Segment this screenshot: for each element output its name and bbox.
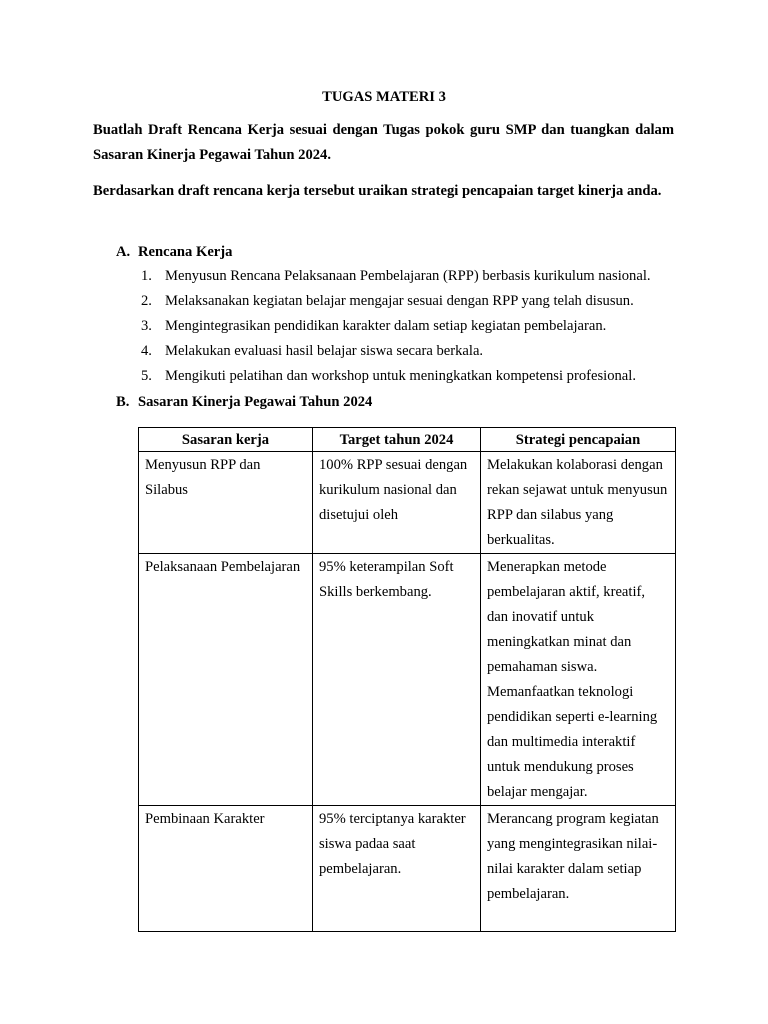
list-item — [141, 341, 651, 366]
list-item-text: Melakukan evaluasi hasil belajar siswa secara berkala. — [165, 343, 484, 359]
list-item-number: 4. — [141, 343, 152, 359]
table-row — [139, 806, 676, 932]
instruction-paragraph-2: Berdasarkan draft rencana kerja tersebut uraikan strategi pencapaian target kinerja anda. — [93, 183, 662, 199]
table-cell: 95% keterampilan Soft Skills berkembang. — [313, 554, 481, 806]
table-cell: Melakukan kolaborasi dengan rekan sejawat untuk menyusun RPP dan silabus yang berkualitas. — [481, 452, 676, 554]
list-item — [141, 316, 651, 341]
list-item — [141, 291, 651, 316]
table-cell: Menyusun RPP dan Silabus — [139, 452, 313, 554]
section-a-letter: A. — [116, 244, 131, 260]
table-cell: Pelaksanaan Pembelajaran — [139, 554, 313, 806]
list-item-number: 1. — [141, 268, 152, 284]
column-header-strategi: Strategi pencapaian — [481, 428, 676, 452]
table-cell: Pembinaan Karakter — [139, 806, 313, 932]
rencana-kerja-list — [141, 266, 651, 391]
list-item-number: 5. — [141, 368, 152, 384]
section-a-heading — [116, 242, 232, 262]
table-cell: 95% terciptanya karakter siswa padaa saat pembelajaran. — [313, 806, 481, 932]
table-header-row — [139, 428, 676, 452]
list-item-text: Mengikuti pelatihan dan workshop untuk meningkatkan kompetensi profesional. — [165, 368, 636, 384]
list-item-text: Melaksanakan kegiatan belajar mengajar sesuai dengan RPP yang telah disusun. — [165, 293, 634, 309]
table-cell: 100% RPP sesuai dengan kurikulum nasional dan disetujui oleh — [313, 452, 481, 554]
instruction-paragraph-1: Buatlah Draft Rencana Kerja sesuai dengan Tugas pokok guru SMP dan tuangkan dalam Sasaran Kinerja Pegawai Tahun 2024. — [93, 122, 674, 163]
section-b-title: Sasaran Kinerja Pegawai Tahun 2024 — [138, 394, 373, 410]
table-cell: Menerapkan metode pembelajaran aktif, kreatif, dan inovatif untuk meningkatkan minat dan pemahaman siswa. Memanfaatkan teknologi pendidikan seperti e-learning dan multimedia interaktif untuk mendukung proses belajar mengajar. — [481, 554, 676, 806]
table-row — [139, 554, 676, 806]
list-item-text: Menyusun Rencana Pelaksanaan Pembelajaran (RPP) berbasis kurikulum nasional. — [165, 268, 651, 284]
section-b-letter: B. — [116, 394, 130, 410]
document-title: TUGAS MATERI 3 — [322, 89, 446, 105]
list-item-number: 3. — [141, 318, 152, 334]
section-b-heading — [116, 392, 372, 412]
list-item — [141, 366, 651, 391]
list-item-number: 2. — [141, 293, 152, 309]
column-header-sasaran: Sasaran kerja — [139, 428, 313, 452]
list-item — [141, 266, 651, 291]
table-row — [139, 452, 676, 554]
section-a-title: Rencana Kerja — [138, 244, 233, 260]
sasaran-kinerja-table — [138, 427, 676, 932]
table-cell: Merancang program kegiatan yang mengintegrasikan nilai-nilai karakter dalam setiap pembelajaran. — [481, 806, 676, 932]
list-item-text: Mengintegrasikan pendidikan karakter dalam setiap kegiatan pembelajaran. — [165, 318, 607, 334]
column-header-target: Target tahun 2024 — [313, 428, 481, 452]
